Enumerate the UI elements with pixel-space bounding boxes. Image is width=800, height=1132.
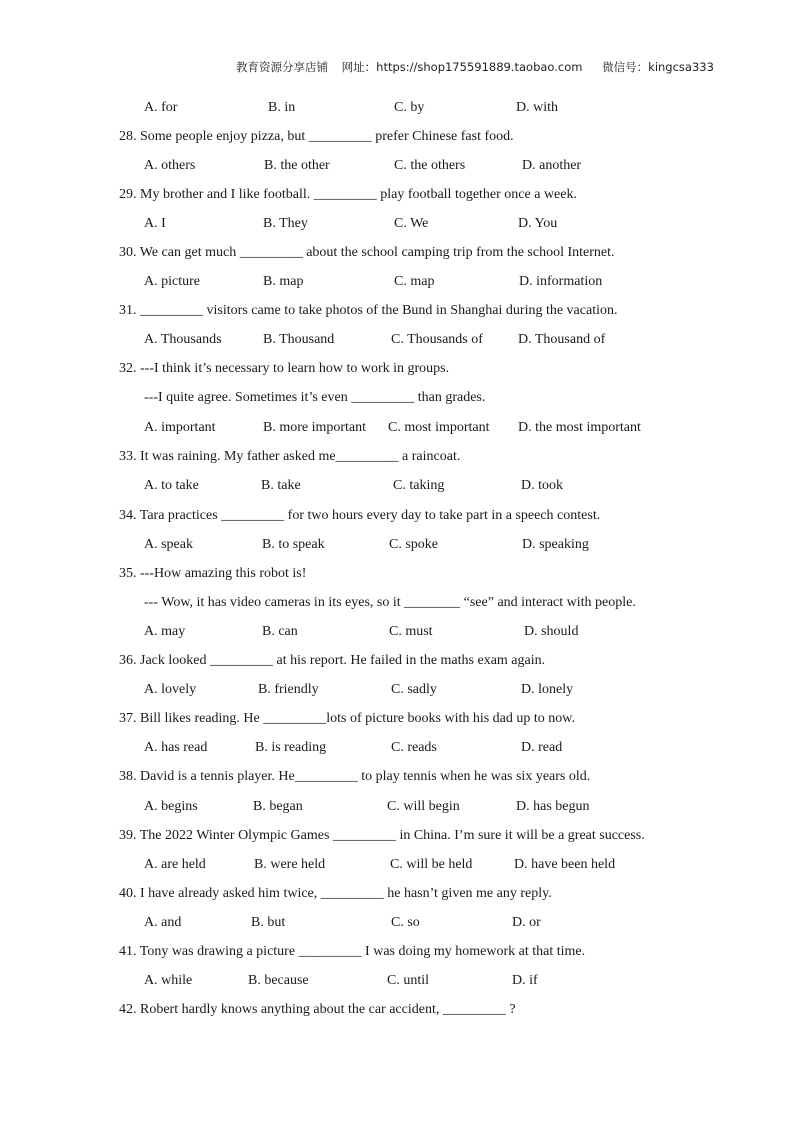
option-b: B. in: [268, 100, 296, 115]
q35-option-b: B. can: [262, 624, 298, 639]
question-28: 28. Some people enjoy pizza, but _________ prefer Chinese fast food.: [119, 129, 514, 144]
q40-option-c: C. so: [391, 915, 420, 930]
q30-option-c: C. map: [394, 274, 435, 289]
q33-option-b: B. take: [261, 478, 301, 493]
q36-option-c: C. sadly: [391, 682, 437, 697]
q30-option-d: D. information: [519, 274, 603, 289]
question-34: 34. Tara practices _________ for two hours every day to take part in a speech contest.: [119, 508, 601, 523]
q28-option-c: C. the others: [394, 158, 466, 173]
question-30: 30. We can get much _________ about the school camping trip from the school Internet.: [119, 245, 615, 260]
q33-option-d: D. took: [521, 478, 563, 493]
q38-option-b: B. began: [253, 799, 303, 814]
wechat-id: 微信号：kingcsa333: [602, 60, 714, 74]
q41-option-a: A. while: [144, 973, 193, 988]
q40-option-b: B. but: [251, 915, 286, 930]
q36-option-b: B. friendly: [258, 682, 319, 697]
shop-url: 网址：https://shop175591889.taobao.com: [341, 60, 583, 74]
q31-option-a: A. Thousands: [144, 332, 222, 347]
q41-option-d: D. if: [512, 973, 538, 988]
q37-option-d: D. read: [521, 740, 563, 755]
q34-option-d: D. speaking: [522, 537, 589, 552]
q30-option-a: A. picture: [144, 274, 200, 289]
option-c: C. by: [394, 100, 425, 115]
q32-option-a: A. important: [144, 420, 216, 435]
q39-option-d: D. have been held: [514, 857, 616, 872]
q29-option-b: B. They: [263, 216, 308, 231]
q37-option-a: A. has read: [144, 740, 208, 755]
q29-option-a: A. I: [144, 216, 166, 231]
q39-option-c: C. will be held: [390, 857, 473, 872]
q35-option-c: C. must: [389, 624, 433, 639]
page-header: [236, 59, 714, 75]
q34-option-c: C. spoke: [389, 537, 438, 552]
q41-option-b: B. because: [248, 973, 309, 988]
q40-option-d: D. or: [512, 915, 541, 930]
question-41: 41. Tony was drawing a picture _________ I was doing my homework at that time.: [119, 944, 586, 959]
question-42: 42. Robert hardly knows anything about the car accident, _________ ?: [119, 1002, 516, 1017]
q28-option-a: A. others: [144, 158, 196, 173]
q33-option-c: C. taking: [393, 478, 445, 493]
q31-option-d: D. Thousand of: [518, 332, 606, 347]
q37-option-b: B. is reading: [255, 740, 327, 755]
q36-option-d: D. lonely: [521, 682, 574, 697]
q41-option-c: C. until: [387, 973, 430, 988]
question-29: 29. My brother and I like football. _________ play football together once a week.: [119, 187, 577, 202]
q39-option-a: A. are held: [144, 857, 206, 872]
question-36: 36. Jack looked _________ at his report. He failed in the maths exam again.: [119, 653, 546, 668]
q39-option-b: B. were held: [254, 857, 326, 872]
q31-option-c: C. Thousands of: [391, 332, 483, 347]
q37-option-c: C. reads: [391, 740, 437, 755]
shop-name: 教育资源分享店铺: [236, 60, 328, 74]
question-31: 31. _________ visitors came to take photos of the Bund in Shanghai during the vacation.: [119, 303, 618, 318]
q38-option-a: A. begins: [144, 799, 198, 814]
question-35-reply: --- Wow, it has video cameras in its eyes, so it ________ “see” and interact with people.: [144, 595, 636, 610]
q36-option-a: A. lovely: [144, 682, 197, 697]
q38-option-c: C. will begin: [387, 799, 460, 814]
question-40: 40. I have already asked him twice, _________ he hasn’t given me any reply.: [119, 886, 552, 901]
question-37: 37. Bill likes reading. He _________lots of picture books with his dad up to now.: [119, 711, 575, 726]
question-32: 32. ---I think it’s necessary to learn how to work in groups.: [119, 361, 450, 376]
q32-option-c: C. most important: [388, 420, 490, 435]
q31-option-b: B. Thousand: [263, 332, 335, 347]
q34-option-b: B. to speak: [262, 537, 325, 552]
q28-option-d: D. another: [522, 158, 582, 173]
question-33: 33. It was raining. My father asked me_________ a raincoat.: [119, 449, 461, 464]
question-35: 35. ---How amazing this robot is!: [119, 566, 307, 581]
q32-option-b: B. more important: [263, 420, 367, 435]
question-32-reply: ---I quite agree. Sometimes it’s even _________ than grades.: [144, 390, 486, 405]
q34-option-a: A. speak: [144, 537, 193, 552]
option-d: D. with: [516, 100, 558, 115]
q38-option-d: D. has begun: [516, 799, 590, 814]
question-39: 39. The 2022 Winter Olympic Games _________ in China. I’m sure it will be a great success.: [119, 828, 645, 843]
q33-option-a: A. to take: [144, 478, 199, 493]
q29-option-c: C. We: [394, 216, 429, 231]
q35-option-a: A. may: [144, 624, 186, 639]
q30-option-b: B. map: [263, 274, 304, 289]
q32-option-d: D. the most important: [518, 420, 641, 435]
option-a: A. for: [144, 100, 178, 115]
q29-option-d: D. You: [518, 216, 558, 231]
q35-option-d: D. should: [524, 624, 579, 639]
question-38: 38. David is a tennis player. He_________ to play tennis when he was six years old.: [119, 769, 591, 784]
q40-option-a: A. and: [144, 915, 182, 930]
q28-option-b: B. the other: [264, 158, 330, 173]
